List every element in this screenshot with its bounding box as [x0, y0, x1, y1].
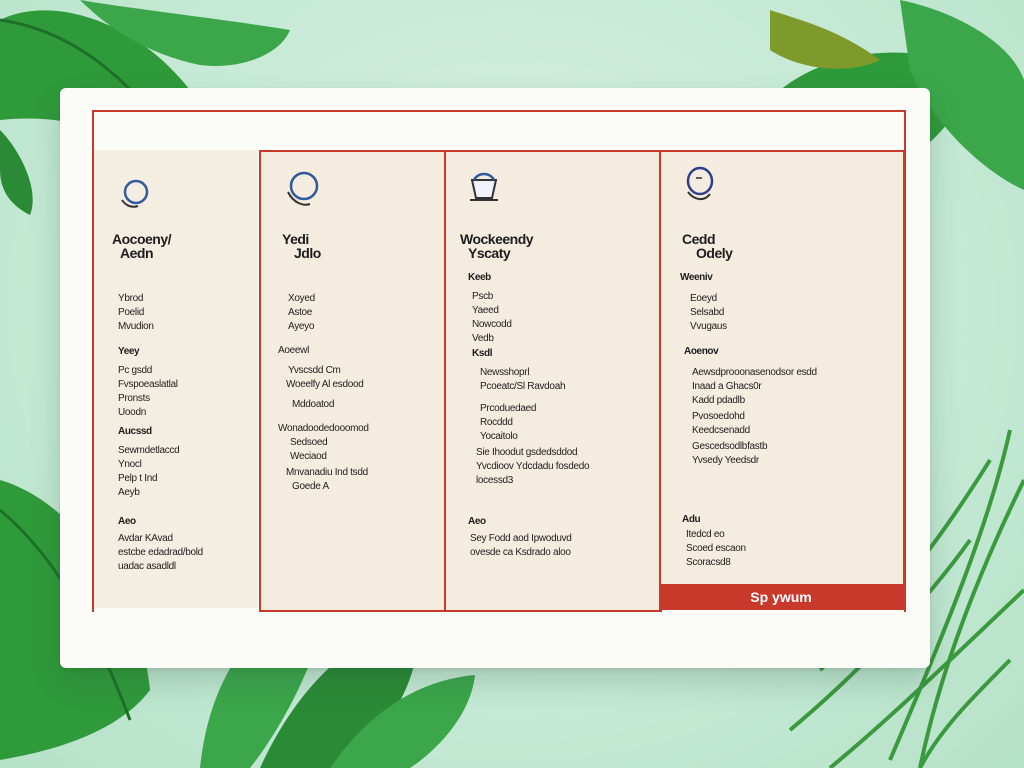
- section-label: Yeey: [118, 346, 140, 357]
- column-title: Cedd Odely: [682, 231, 733, 261]
- list-item: Yvsedy Yeedsdr: [692, 455, 759, 466]
- list-item: Inaad a Ghacs0r: [692, 381, 762, 392]
- list-item: Mddoatod: [292, 399, 335, 410]
- list-item: Scoracsd8: [686, 557, 731, 568]
- list-item: Pronsts: [118, 393, 150, 404]
- list-item: Goede A: [292, 481, 329, 492]
- list-item: Prcoduedaed: [480, 403, 537, 414]
- list-item: Mvudion: [118, 321, 154, 332]
- list-item: locessd3: [476, 475, 514, 486]
- list-item: Uoodn: [118, 407, 146, 418]
- list-item: Kadd pdadlb: [692, 395, 745, 406]
- column-title: Yedi Jdlo: [282, 231, 321, 261]
- section-label: Keeb: [468, 272, 491, 283]
- list-item: Pcoeatc/Sl Ravdoah: [480, 381, 566, 392]
- list-item: Fvspoeaslatlal: [118, 379, 178, 390]
- list-item: Sie Ihoodut gsdedsddod: [476, 447, 578, 458]
- section-label: Aeo: [468, 516, 486, 527]
- list-item: Keedcsenadd: [692, 425, 750, 436]
- list-item: Rocddd: [480, 417, 513, 428]
- list-item: Aewsdprooonasenodsor esdd: [692, 367, 817, 378]
- cta-button[interactable]: Sp ywum: [659, 584, 903, 610]
- ring-icon: [284, 170, 324, 210]
- list-item: Vvugaus: [690, 321, 727, 332]
- list-item: Pelp t Ind: [118, 473, 158, 484]
- section-label: Aeo: [118, 516, 136, 527]
- list-item: Nowcodd: [472, 319, 512, 330]
- column-title: Wockeendy Yscaty: [460, 231, 534, 261]
- section-label: Ksdl: [472, 348, 493, 359]
- list-item: Xoyed: [288, 293, 315, 304]
- list-item: ovesde ca Ksdrado aloo: [470, 547, 571, 558]
- cup-icon: [464, 166, 504, 206]
- list-item: Yvscsdd Cm: [288, 365, 341, 376]
- list-item: Yvcdioov Ydcdadu fosdedo: [476, 461, 590, 472]
- section-label: Weeniv: [680, 272, 713, 283]
- list-item: estcbe edadrad/bold: [118, 547, 203, 558]
- list-item: Vedb: [472, 333, 494, 344]
- head-icon: [680, 164, 720, 204]
- list-item: Ynocl: [118, 459, 142, 470]
- list-item: Woeelfy Al esdood: [286, 379, 364, 390]
- list-item: Itedcd eo: [686, 529, 725, 540]
- list-item: Yaeed: [472, 305, 499, 316]
- list-item: Mnvanadiu Ind tsdd: [286, 467, 368, 478]
- list-item: Poelid: [118, 307, 144, 318]
- list-item: Pvosoedohd: [692, 411, 745, 422]
- list-item: Sedsoed: [290, 437, 328, 448]
- list-item: Ayeyo: [288, 321, 315, 332]
- list-item: Eoeyd: [690, 293, 717, 304]
- list-item: Sewmdetlaccd: [118, 445, 180, 456]
- list-item: Astoe: [288, 307, 313, 318]
- list-item: Aoeewl: [278, 345, 309, 356]
- list-item: Wonadoodedooomod: [278, 423, 369, 434]
- list-item: uadac asadldl: [118, 561, 176, 572]
- section-label: Adu: [682, 514, 701, 525]
- ring-icon: [116, 176, 156, 216]
- list-item: Ybrod: [118, 293, 144, 304]
- list-item: Gescedsodlbfastb: [692, 441, 768, 452]
- section-label: Aoenov: [684, 346, 719, 357]
- list-item: Selsabd: [690, 307, 725, 318]
- list-item: Aeyb: [118, 487, 140, 498]
- list-item: Yocaitolo: [480, 431, 518, 442]
- list-item: Avdar KAvad: [118, 533, 173, 544]
- list-item: Newsshoprl: [480, 367, 530, 378]
- list-item: Pc gsdd: [118, 365, 153, 376]
- list-item: Sey Fodd aod Ipwoduvd: [470, 533, 572, 544]
- section-label: Aucssd: [118, 426, 152, 437]
- column-title: Aocoeny/ Aedn: [112, 231, 172, 261]
- list-item: Weciaod: [290, 451, 327, 462]
- list-item: Pscb: [472, 291, 494, 302]
- list-item: Scoed escaon: [686, 543, 746, 554]
